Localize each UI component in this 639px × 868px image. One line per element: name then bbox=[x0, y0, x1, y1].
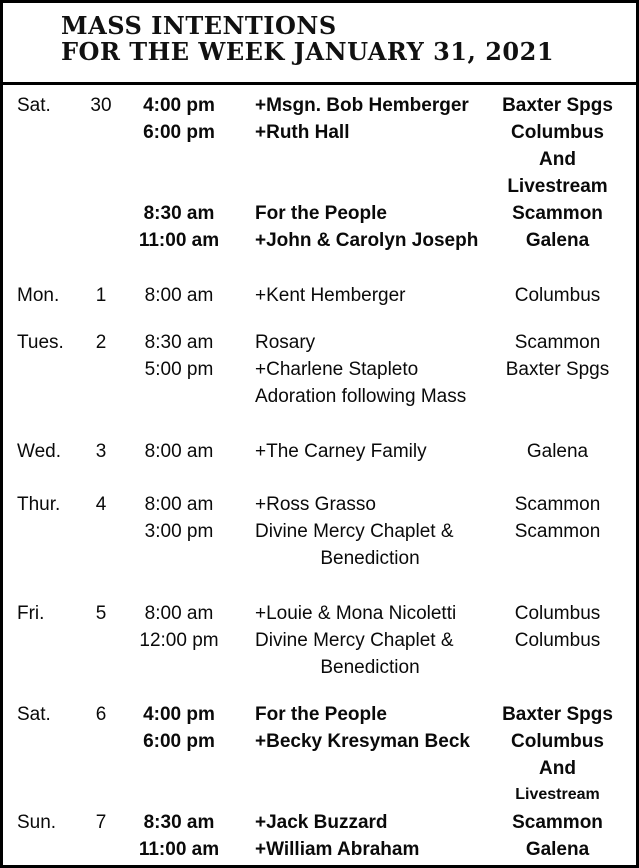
intention-continuation-line: Benediction bbox=[320, 548, 420, 569]
row-gap bbox=[17, 465, 630, 491]
intention-line: +Kent Hemberger bbox=[255, 285, 406, 306]
schedule-row bbox=[17, 227, 630, 254]
schedule-row bbox=[17, 119, 630, 146]
day-cell: Mon. bbox=[17, 285, 60, 306]
intention-line: +Louie & Mona Nicoletti bbox=[255, 603, 457, 624]
date-cell: 5 bbox=[95, 603, 107, 624]
time-cell: 8:30 am bbox=[143, 812, 215, 833]
time-cell: 11:00 am bbox=[138, 230, 220, 251]
time-cell bbox=[123, 755, 235, 782]
intention-cell bbox=[235, 173, 485, 200]
time-cell: 8:00 am bbox=[144, 441, 214, 462]
intention-cell bbox=[235, 518, 485, 572]
schedule-row bbox=[17, 836, 630, 863]
location-cell: Columbus bbox=[514, 285, 601, 306]
intention-cell bbox=[235, 491, 485, 518]
location-cell: And bbox=[539, 149, 576, 170]
location-cell: Livestream bbox=[507, 176, 608, 197]
location-cell: Scammon bbox=[512, 812, 603, 833]
day-cell bbox=[17, 836, 79, 863]
intention-cell bbox=[235, 282, 485, 309]
time-cell: 4:00 pm bbox=[143, 704, 215, 725]
time-cell: 8:00 am bbox=[144, 603, 214, 624]
day-cell: Sat. bbox=[17, 704, 51, 725]
schedule-row bbox=[17, 356, 630, 410]
intention-cell bbox=[235, 809, 485, 836]
location-cell: Columbus bbox=[514, 603, 601, 624]
day-cell: Thur. bbox=[17, 494, 61, 515]
intention-line: +Msgn. Bob Hemberger bbox=[255, 95, 469, 116]
time-cell: 8:00 am bbox=[144, 285, 214, 306]
intention-cell bbox=[235, 227, 485, 254]
intention-cell bbox=[235, 119, 485, 146]
location-cell: Columbus bbox=[511, 731, 604, 752]
location-cell: Scammon bbox=[514, 332, 601, 353]
time-cell: 6:00 pm bbox=[143, 122, 215, 143]
day-cell: Sat. bbox=[17, 95, 51, 116]
time-cell bbox=[123, 146, 235, 173]
day-cell bbox=[17, 518, 79, 572]
mass-schedule-table bbox=[3, 85, 636, 865]
time-cell: 8:30 am bbox=[144, 332, 214, 353]
schedule-row bbox=[17, 518, 630, 572]
location-cell: Baxter Spgs bbox=[505, 359, 610, 380]
date-cell: 4 bbox=[95, 494, 107, 515]
time-cell: 6:00 pm bbox=[143, 731, 215, 752]
location-cell: Baxter Spgs bbox=[502, 704, 613, 725]
row-gap bbox=[17, 254, 630, 282]
row-gap bbox=[17, 681, 630, 701]
day-cell: Tues. bbox=[17, 332, 64, 353]
intention-cell bbox=[235, 146, 485, 173]
date-cell bbox=[79, 173, 123, 200]
row-gap bbox=[17, 410, 630, 438]
day-cell bbox=[17, 728, 79, 755]
intention-line: For the People bbox=[255, 704, 387, 725]
date-cell bbox=[79, 836, 123, 863]
intention-cell bbox=[235, 356, 485, 410]
bulletin-title-line2: FOR THE WEEK JANUARY 31, 2021 bbox=[61, 37, 555, 66]
intention-line: +William Abraham bbox=[255, 839, 420, 860]
schedule-row bbox=[17, 728, 630, 755]
time-cell: 11:00 am bbox=[138, 839, 220, 860]
schedule-row bbox=[17, 329, 630, 356]
day-cell bbox=[17, 227, 79, 254]
intention-line: +Jack Buzzard bbox=[255, 812, 388, 833]
day-cell: Wed. bbox=[17, 441, 62, 462]
date-cell: 7 bbox=[95, 812, 107, 833]
date-cell bbox=[79, 356, 123, 410]
location-cell: Scammon bbox=[514, 521, 601, 542]
schedule-row bbox=[17, 627, 630, 681]
time-cell: 4:00 pm bbox=[143, 95, 215, 116]
date-cell bbox=[79, 755, 123, 782]
date-cell bbox=[79, 518, 123, 572]
day-cell bbox=[17, 356, 79, 410]
intention-cell bbox=[235, 701, 485, 728]
location-cell: Baxter Spgs bbox=[502, 95, 613, 116]
time-cell bbox=[123, 782, 235, 809]
location-cell: Columbus bbox=[511, 122, 604, 143]
date-cell bbox=[79, 227, 123, 254]
intention-cell bbox=[235, 627, 485, 681]
date-cell: 6 bbox=[95, 704, 107, 725]
intention-cell bbox=[235, 92, 485, 119]
row-gap bbox=[17, 572, 630, 600]
schedule-row bbox=[17, 438, 630, 465]
intention-continuation-line: Adoration following Mass bbox=[255, 386, 467, 407]
day-cell bbox=[17, 200, 79, 227]
intention-continuation-line: Benediction bbox=[320, 657, 420, 678]
intention-line: Divine Mercy Chaplet & bbox=[255, 521, 454, 542]
location-cell: Galena bbox=[526, 441, 589, 462]
intention-cell bbox=[235, 329, 485, 356]
intention-line: +Becky Kresyman Beck bbox=[255, 731, 470, 752]
intention-line: +Ruth Hall bbox=[255, 122, 350, 143]
time-cell: 8:00 am bbox=[144, 494, 214, 515]
day-cell: Sun. bbox=[17, 812, 57, 833]
intention-line: +Ross Grasso bbox=[255, 494, 376, 515]
intention-line: For the People bbox=[255, 203, 387, 224]
bulletin-title-line1: MASS INTENTIONS bbox=[61, 11, 337, 40]
intention-cell bbox=[235, 600, 485, 627]
time-cell bbox=[123, 173, 235, 200]
schedule-row bbox=[17, 755, 630, 782]
day-cell bbox=[17, 173, 79, 200]
date-cell: 3 bbox=[95, 441, 107, 462]
day-cell: Fri. bbox=[17, 603, 45, 624]
day-cell bbox=[17, 146, 79, 173]
intention-cell bbox=[235, 438, 485, 465]
date-cell bbox=[79, 119, 123, 146]
location-cell: Scammon bbox=[514, 494, 601, 515]
day-cell bbox=[17, 755, 79, 782]
location-cell: Columbus bbox=[514, 630, 601, 651]
date-cell bbox=[79, 782, 123, 809]
location-cell: Galena bbox=[525, 839, 590, 860]
time-cell: 3:00 pm bbox=[144, 521, 214, 542]
day-cell bbox=[17, 627, 79, 681]
schedule-row bbox=[17, 701, 630, 728]
row-gap bbox=[17, 309, 630, 329]
bulletin-header bbox=[3, 3, 636, 85]
schedule-row bbox=[17, 146, 630, 173]
date-cell bbox=[79, 200, 123, 227]
schedule-row bbox=[17, 782, 630, 809]
schedule-row bbox=[17, 200, 630, 227]
schedule-row bbox=[17, 600, 630, 627]
intention-cell bbox=[235, 836, 485, 863]
intention-line: +John & Carolyn Joseph bbox=[255, 230, 479, 251]
intention-line: Rosary bbox=[255, 332, 316, 353]
location-cell: Livestream bbox=[515, 786, 600, 803]
date-cell bbox=[79, 146, 123, 173]
date-cell: 30 bbox=[90, 95, 112, 116]
date-cell bbox=[79, 728, 123, 755]
intention-line: +Charlene Stapleto bbox=[255, 359, 419, 380]
date-cell bbox=[79, 627, 123, 681]
intention-cell bbox=[235, 728, 485, 755]
location-cell: And bbox=[539, 758, 576, 779]
time-cell: 5:00 pm bbox=[144, 359, 214, 380]
schedule-row bbox=[17, 809, 630, 836]
day-cell bbox=[17, 782, 79, 809]
intention-cell bbox=[235, 200, 485, 227]
intention-cell bbox=[235, 782, 485, 809]
location-cell: Galena bbox=[525, 230, 590, 251]
date-cell: 1 bbox=[95, 285, 107, 306]
day-cell bbox=[17, 119, 79, 146]
location-cell: Scammon bbox=[512, 203, 603, 224]
intention-cell bbox=[235, 755, 485, 782]
intention-line: Divine Mercy Chaplet & bbox=[255, 630, 454, 651]
date-cell: 2 bbox=[95, 332, 107, 353]
intention-line: +The Carney Family bbox=[255, 441, 427, 462]
time-cell: 8:30 am bbox=[143, 203, 215, 224]
schedule-row bbox=[17, 491, 630, 518]
schedule-row bbox=[17, 173, 630, 200]
time-cell: 12:00 pm bbox=[139, 630, 219, 651]
schedule-row bbox=[17, 92, 630, 119]
schedule-row bbox=[17, 282, 630, 309]
